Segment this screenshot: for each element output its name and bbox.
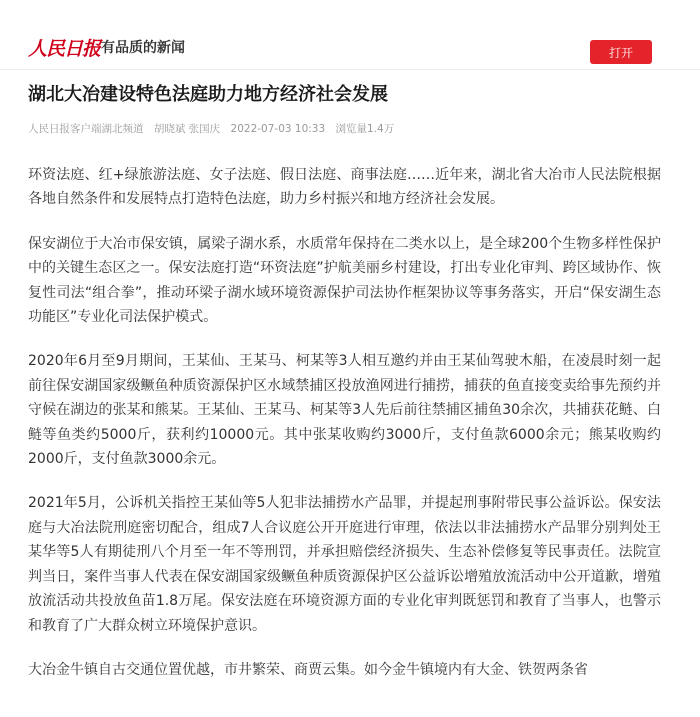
article-title: 湖北大冶建设特色法庭助力地方经济社会发展 xyxy=(28,84,388,105)
paragraph: 环资法庭、红+绿旅游法庭、女子法庭、假日法庭、商事法庭……近年来，湖北省大冶市人民法院根据各地自然条件和发展特点打造特色法庭，助力乡村振兴和地方经济社会发展。 xyxy=(28,167,661,208)
article-meta xyxy=(28,121,401,136)
top-bar xyxy=(0,0,700,70)
paragraph: 保安湖位于大冶市保安镇，属梁子湖水系，水质常年保持在二类水以上，是全球200个生物多样性保护中的关键生态区之一。保安法庭打造“环资法庭”护航美丽乡村建设，打出专业化审判、跨区域协作、恢复性司法“组合拳”，推动环梁子湖水域环境资源保护司法协作框架协议等事务落实，开启“保安湖生态功能区”专业化司法保护模式。 xyxy=(28,235,661,326)
paragraph: 大冶金牛镇自古交通位置优越，市井繁荣、商贾云集。如今金牛镇境内有大金、铁贺两条省 xyxy=(28,661,588,678)
paragraph: 2020年6月至9月期间，王某仙、王某马、柯某等3人相互邀约并由王某仙驾驶木船，在凌晨时刻一起前往保安湖国家级鳜鱼种质资源保护区水域禁捕区投放渔网进行捕捞，捕获的鱼直接变卖给事先预约并守候在湖边的张某和熊某。王某仙、王某马、柯某等3人先后前往禁捕区捕鱼30余次，共捕获花鲢、白鲢等鱼类约5000斤，获利约10000元。其中张某收购约3000斤，支付鱼款6000余元；熊某收购约2000斤，支付鱼款3000余元。 xyxy=(28,353,661,468)
open-app-button[interactable]: 打开 xyxy=(590,40,652,64)
meta-authors: 胡晓斌 张国庆 xyxy=(153,123,221,135)
meta-datetime: 2022-07-03 10:33 xyxy=(230,123,326,135)
article-body xyxy=(28,163,661,702)
meta-views: 浏览量1.4万 xyxy=(335,123,395,135)
paragraph: 2021年5月，公诉机关指控王某仙等5人犯非法捕捞水产品罪，并提起刑事附带民事公益诉讼。保安法庭与大冶法院刑庭密切配合，组成7人合议庭公开开庭进行审理，依法以非法捕捞水产品罪分别判处王某华等5人有期徒刑八个月至一年不等刑罚，并承担赔偿经济损失、生态补偿修复等民事责任。法院宣判当日，案件当事人代表在保安湖国家级鳜鱼种质资源保护区公益诉讼增殖放流活动中公开道歉，增殖放流活动共投放鱼苗1.8万尾。保安法庭在环境资源方面的专业化审判既惩罚和教育了当事人，也警示和教育了广大群众树立环境保护意识。 xyxy=(28,495,661,634)
people-daily-logo: 人民日报 xyxy=(28,38,101,60)
meta-source: 人民日报客户端湖北频道 xyxy=(28,123,144,135)
slogan: 有品质的新闻 xyxy=(101,40,185,56)
